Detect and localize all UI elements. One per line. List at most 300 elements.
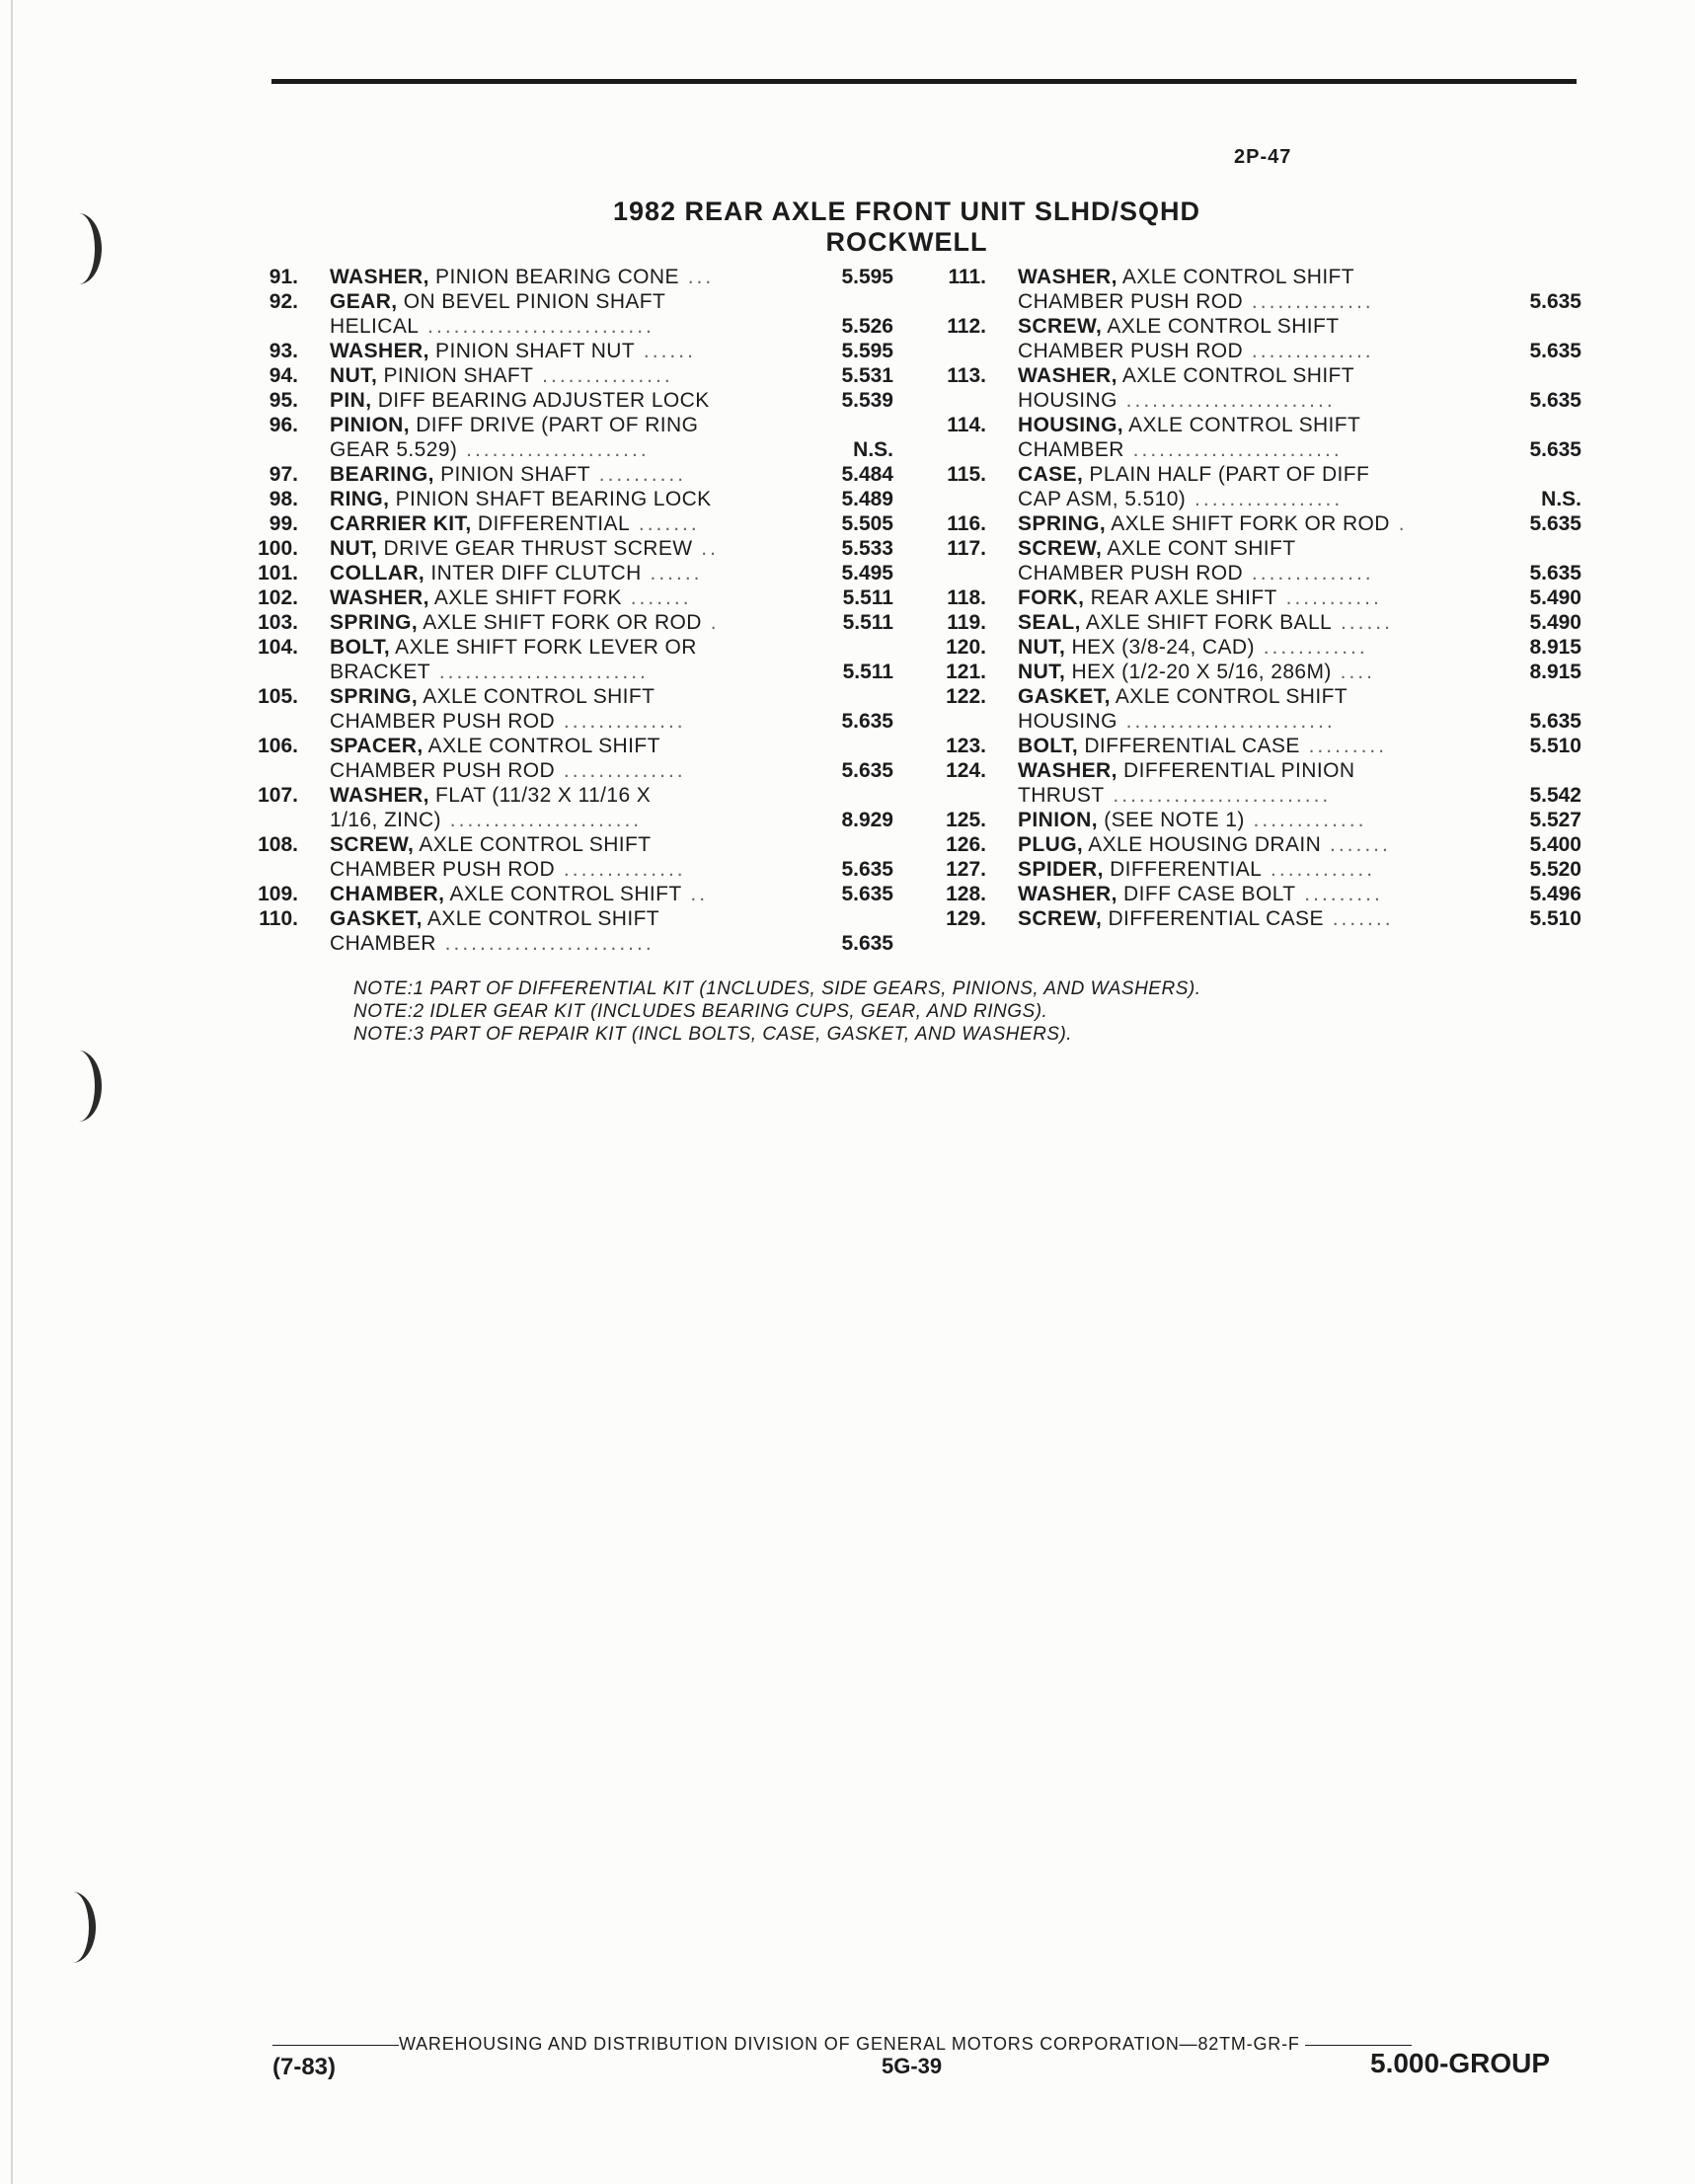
item-name: PINION,	[330, 414, 410, 436]
footer-rule-right	[1305, 2045, 1412, 2046]
item-description	[330, 536, 719, 561]
item-name: WASHER,	[330, 586, 429, 609]
group-number: 5.635	[1529, 710, 1581, 733]
note-2: NOTE:2 IDLER GEAR KIT (INCLUDES BEARING CUPS, GEAR, AND RINGS).	[353, 1001, 1048, 1022]
item-description	[330, 585, 692, 610]
parts-row	[925, 610, 1581, 635]
item-description	[1018, 363, 1354, 388]
item-description	[330, 265, 714, 289]
leader-dots: ............	[1254, 636, 1368, 659]
item-detail: HEX (1/2-20 X 5/16, 286M)	[1065, 661, 1332, 683]
leader-dots: ..........	[589, 463, 687, 486]
item-detail: CHAMBER PUSH ROD	[1018, 340, 1244, 362]
item-name: COLLAR,	[330, 562, 425, 585]
group-number: 5.400	[1529, 833, 1581, 856]
leader-dots: ........................	[435, 932, 655, 955]
group-number: 5.635	[1529, 389, 1581, 412]
leader-dots: .	[1389, 512, 1408, 535]
item-detail: HOUSING	[1018, 389, 1117, 412]
item-name: NUT,	[330, 364, 378, 387]
item-description	[330, 289, 665, 314]
item-name: SCREW,	[1018, 315, 1103, 338]
item-detail: 1/16, ZINC)	[330, 809, 441, 831]
group-number: 5.511	[842, 661, 893, 683]
parts-row	[237, 808, 893, 832]
item-description	[330, 363, 673, 388]
parts-row	[237, 363, 893, 388]
group-number: 5.595	[841, 340, 893, 362]
parts-row	[925, 462, 1581, 487]
leader-dots: ........................	[430, 661, 649, 683]
item-detail: REAR AXLE SHIFT	[1084, 586, 1277, 609]
leader-dots: ..............	[555, 759, 686, 782]
parts-row	[925, 561, 1581, 585]
item-description	[1018, 462, 1369, 487]
parts-row	[925, 314, 1581, 339]
group-number: 5.533	[841, 537, 893, 560]
note-1: NOTE:1 PART OF DIFFERENTIAL KIT (1NCLUDES, SIDE GEARS, PINIONS, AND WASHERS).	[353, 978, 1201, 999]
item-description	[330, 832, 651, 857]
item-detail: BRACKET	[330, 661, 430, 683]
item-name: NUT,	[1018, 661, 1066, 683]
item-description	[330, 487, 712, 511]
leader-dots: ......	[635, 340, 696, 362]
item-description	[1018, 265, 1354, 289]
leader-dots: .......	[630, 512, 700, 535]
item-description	[330, 339, 696, 363]
group-number: 5.489	[841, 488, 893, 510]
item-detail: AXLE SHIFT FORK LEVER OR	[390, 636, 697, 659]
item-description	[330, 684, 655, 709]
item-number: 97.	[269, 463, 298, 486]
leader-dots: ....	[1331, 661, 1375, 683]
item-name: CHAMBER,	[330, 883, 445, 905]
item-detail: DIFFERENTIAL	[471, 512, 631, 535]
group-number: 5.595	[841, 266, 893, 288]
parts-row	[925, 511, 1581, 536]
leader-dots: .	[701, 611, 720, 634]
parts-row	[925, 709, 1581, 734]
parts-row	[237, 857, 893, 882]
item-name: GASKET,	[1018, 685, 1111, 708]
group-number: 5.496	[1529, 883, 1581, 905]
parts-row	[925, 536, 1581, 561]
item-number: 116.	[947, 512, 986, 535]
item-detail: INTER DIFF CLUTCH	[424, 562, 642, 585]
item-description	[330, 437, 650, 462]
group-number: 5.635	[1529, 512, 1581, 535]
group-number: 5.505	[841, 512, 893, 535]
item-name: NUT,	[1018, 636, 1066, 659]
item-detail: DIFF DRIVE (PART OF RING	[409, 414, 699, 436]
note-3: NOTE:3 PART OF REPAIR KIT (INCL BOLTS, CASE, GASKET, AND WASHERS).	[353, 1024, 1073, 1045]
parts-row	[237, 437, 893, 462]
item-description	[330, 462, 686, 487]
item-description	[1018, 413, 1360, 437]
item-detail: ON BEVEL PINION SHAFT	[397, 290, 666, 313]
item-detail: DIFFERENTIAL PINION	[1117, 759, 1355, 782]
item-number: 104.	[258, 636, 298, 659]
item-detail: DIFFERENTIAL CASE	[1102, 907, 1324, 930]
parts-row	[925, 487, 1581, 511]
item-name: CASE,	[1018, 463, 1084, 486]
item-detail: HOUSING	[1018, 710, 1117, 733]
parts-list-left	[237, 265, 893, 956]
item-name: HOUSING,	[1018, 414, 1124, 436]
item-description	[1018, 783, 1331, 808]
item-detail: PINION SHAFT BEARING LOCK	[389, 488, 712, 510]
parts-row	[237, 536, 893, 561]
group-number: 5.635	[841, 710, 893, 733]
item-number: 112.	[947, 315, 986, 338]
parts-row	[925, 684, 1581, 709]
item-description	[1018, 610, 1393, 635]
item-description	[330, 561, 703, 585]
leader-dots: ...............	[533, 364, 673, 387]
leader-dots: ..............	[555, 710, 686, 733]
parts-row	[925, 437, 1581, 462]
item-number: 91.	[269, 266, 298, 288]
binder-hole	[55, 1051, 102, 1122]
parts-row	[925, 783, 1581, 808]
item-detail: AXLE CONTROL SHIFT	[444, 883, 682, 905]
item-number: 105.	[258, 685, 298, 708]
parts-row	[925, 585, 1581, 610]
item-description	[330, 758, 686, 783]
item-name: FORK,	[1018, 586, 1085, 609]
item-description	[1018, 684, 1348, 709]
parts-row	[237, 758, 893, 783]
item-detail: AXLE CONTROL SHIFT	[1123, 414, 1361, 436]
leader-dots: ..	[681, 883, 709, 905]
item-number: 96.	[269, 414, 298, 436]
item-name: SCREW,	[1018, 907, 1103, 930]
leader-dots: ..............	[555, 858, 686, 881]
parts-row	[237, 783, 893, 808]
item-detail: PLAIN HALF (PART OF DIFF	[1083, 463, 1370, 486]
item-description	[1018, 536, 1295, 561]
item-description	[330, 388, 710, 413]
item-name: GEAR,	[330, 290, 398, 313]
item-name: SPIDER,	[1018, 858, 1104, 881]
item-number: 110.	[259, 907, 298, 930]
item-description	[1018, 437, 1343, 462]
item-description	[1018, 511, 1408, 536]
parts-row	[237, 265, 893, 289]
leader-dots: .........	[1299, 735, 1388, 757]
group-number: 5.526	[841, 315, 893, 338]
item-number: 117.	[947, 537, 986, 560]
item-description	[1018, 734, 1387, 758]
item-number: 127.	[946, 858, 986, 881]
item-description	[1018, 388, 1336, 413]
footer-rule-left	[272, 2045, 399, 2046]
item-description	[330, 709, 686, 734]
item-detail: (SEE NOTE 1)	[1097, 809, 1245, 831]
item-detail: HEX (3/8-24, CAD)	[1065, 636, 1255, 659]
item-name: SCREW,	[1018, 537, 1103, 560]
item-description	[330, 413, 698, 437]
leader-dots: ..............	[1243, 290, 1374, 313]
parts-row	[237, 413, 893, 437]
item-description	[1018, 289, 1374, 314]
group-number: 5.635	[1529, 438, 1581, 461]
item-name: PIN,	[330, 389, 372, 412]
item-number: 103.	[258, 611, 298, 634]
parts-list-right	[925, 265, 1581, 931]
parts-row	[237, 635, 893, 660]
parts-row	[925, 388, 1581, 413]
parts-row	[237, 314, 893, 339]
item-name: SEAL,	[1018, 611, 1081, 634]
group-number: 5.542	[1529, 784, 1581, 807]
item-detail: AXLE CONTROL SHIFT	[418, 685, 655, 708]
group-number: 5.635	[841, 932, 893, 955]
item-description	[1018, 314, 1339, 339]
item-description	[330, 610, 720, 635]
parts-row	[925, 289, 1581, 314]
parts-row	[925, 413, 1581, 437]
item-number: 107.	[258, 784, 298, 807]
item-detail: AXLE SHIFT FORK BALL	[1080, 611, 1333, 634]
item-detail: HELICAL	[330, 315, 420, 338]
page-title: 1982 REAR AXLE FRONT UNIT SLHD/SQHD	[612, 196, 1201, 226]
item-detail: DIFF CASE BOLT	[1117, 883, 1296, 905]
group-number: 5.511	[842, 611, 893, 634]
item-detail: AXLE HOUSING DRAIN	[1083, 833, 1322, 856]
group-number: 5.490	[1529, 611, 1581, 634]
group-number: 5.635	[841, 858, 893, 881]
item-number: 98.	[269, 488, 298, 510]
leader-dots: ..	[692, 537, 719, 560]
item-description	[330, 314, 655, 339]
item-number: 94.	[269, 364, 298, 387]
item-name: GASKET,	[330, 907, 423, 930]
group-number: 5.495	[841, 562, 893, 585]
item-name: WASHER,	[1018, 364, 1117, 387]
item-number: 125.	[946, 809, 986, 831]
parts-row	[925, 363, 1581, 388]
parts-row	[925, 882, 1581, 906]
item-number: 109.	[258, 883, 298, 905]
item-description	[330, 734, 660, 758]
item-detail: PINION SHAFT	[377, 364, 534, 387]
parts-row	[925, 265, 1581, 289]
item-name: PLUG,	[1018, 833, 1084, 856]
item-detail: THRUST	[1018, 784, 1105, 807]
item-description	[330, 808, 642, 832]
group-number: 5.635	[1529, 290, 1581, 313]
item-name: SPACER,	[330, 735, 424, 757]
parts-row	[925, 635, 1581, 660]
item-description	[1018, 561, 1374, 585]
item-description	[1018, 857, 1375, 882]
item-detail: CHAMBER PUSH ROD	[1018, 562, 1244, 585]
group-number: 5.635	[1529, 340, 1581, 362]
parts-row	[237, 684, 893, 709]
parts-row	[925, 832, 1581, 857]
item-name: SPRING,	[1018, 512, 1107, 535]
top-rule	[271, 79, 1577, 84]
item-detail: DRIVE GEAR THRUST SCREW	[377, 537, 693, 560]
parts-row	[237, 906, 893, 931]
item-detail: DIFF BEARING ADJUSTER LOCK	[371, 389, 710, 412]
item-description	[1018, 832, 1391, 857]
group-number: 5.531	[841, 364, 893, 387]
parts-row	[237, 487, 893, 511]
item-name: RING,	[330, 488, 390, 510]
item-detail: CHAMBER PUSH ROD	[330, 858, 556, 881]
group-number: 5.510	[1529, 907, 1581, 930]
item-detail: CAP ASM, 5.510)	[1018, 488, 1187, 510]
item-detail: FLAT (11/32 X 11/16 X	[428, 784, 652, 807]
item-name: WASHER,	[330, 340, 429, 362]
leader-dots: .......	[1323, 907, 1394, 930]
parts-row	[925, 339, 1581, 363]
item-number: 121.	[946, 661, 986, 683]
leader-dots: .................	[1186, 488, 1344, 510]
item-name: BEARING,	[330, 463, 434, 486]
item-number: 114.	[947, 414, 986, 436]
group-number: 5.527	[1529, 809, 1581, 831]
item-detail: AXLE CONTROL SHIFT	[1117, 364, 1355, 387]
group-number: 5.484	[841, 463, 893, 486]
item-detail: AXLE SHIFT FORK OR ROD	[418, 611, 702, 634]
leader-dots: ........................	[1123, 438, 1343, 461]
footer-group: 5.000-GROUP	[1370, 2048, 1551, 2078]
leader-dots: ..............	[1243, 340, 1374, 362]
parts-row	[925, 857, 1581, 882]
group-number: 5.635	[841, 759, 893, 782]
item-description	[1018, 585, 1382, 610]
page-subtitle: ROCKWELL	[825, 227, 988, 257]
footer-page-number: 5G-39	[882, 2054, 943, 2078]
item-number: 106.	[258, 735, 298, 757]
parts-row	[237, 462, 893, 487]
item-description	[1018, 487, 1343, 511]
item-detail: AXLE CONTROL SHIFT	[1110, 685, 1348, 708]
item-number: 124.	[946, 759, 986, 782]
item-description	[1018, 906, 1394, 931]
footer-publisher: WAREHOUSING AND DISTRIBUTION DIVISION OF GENERAL MOTORS CORPORATION—82TM-GR-F	[399, 2034, 1300, 2054]
item-number: 95.	[269, 389, 298, 412]
item-name: SPRING,	[330, 611, 419, 634]
item-number: 126.	[946, 833, 986, 856]
leader-dots: ...	[678, 266, 715, 288]
item-detail: PINION SHAFT	[433, 463, 590, 486]
item-description	[330, 660, 649, 684]
parts-row	[237, 289, 893, 314]
item-name: SPRING,	[330, 685, 419, 708]
item-description	[1018, 635, 1368, 660]
item-name: SCREW,	[330, 833, 415, 856]
item-name: BOLT,	[330, 636, 391, 659]
leader-dots: .......	[1321, 833, 1391, 856]
leader-dots: ........................	[1117, 389, 1336, 412]
parts-row	[237, 734, 893, 758]
item-number: 115.	[947, 463, 986, 486]
item-name: WASHER,	[1018, 759, 1117, 782]
parts-row	[237, 610, 893, 635]
group-number: 5.490	[1529, 586, 1581, 609]
leader-dots: ..............	[1243, 562, 1374, 585]
item-number: 99.	[269, 512, 298, 535]
leader-dots: ........................	[1117, 710, 1336, 733]
item-detail: PINION BEARING CONE	[428, 266, 679, 288]
leader-dots: ..........................	[419, 315, 655, 338]
item-description	[330, 857, 686, 882]
leader-dots: .........	[1295, 883, 1383, 905]
parts-row	[925, 660, 1581, 684]
item-name: WASHER,	[330, 266, 429, 288]
item-detail: AXLE CONT SHIFT	[1102, 537, 1296, 560]
group-number: 8.929	[841, 809, 893, 831]
item-name: WASHER,	[1018, 883, 1117, 905]
parts-row	[925, 906, 1581, 931]
item-name: CARRIER KIT,	[330, 512, 472, 535]
item-number: 122.	[946, 685, 986, 708]
parts-row	[237, 585, 893, 610]
item-description	[1018, 808, 1366, 832]
item-number: 93.	[269, 340, 298, 362]
parts-row	[237, 339, 893, 363]
item-detail: AXLE CONTROL SHIFT	[422, 907, 660, 930]
leader-dots: ......................	[440, 809, 643, 831]
parts-row	[925, 808, 1581, 832]
item-number: 120.	[946, 636, 986, 659]
page-code: 2P-47	[1234, 146, 1292, 168]
item-detail: AXLE CONTROL SHIFT	[1117, 266, 1355, 288]
group-number: 5.510	[1529, 735, 1581, 757]
page-edge	[11, 0, 13, 2184]
leader-dots: .......	[621, 586, 692, 609]
leader-dots: ......	[1332, 611, 1393, 634]
group-number: 5.520	[1529, 858, 1581, 881]
item-name: WASHER,	[330, 784, 429, 807]
parts-row	[237, 660, 893, 684]
footer-date: (7-83)	[272, 2054, 337, 2080]
item-number: 108.	[258, 833, 298, 856]
group-number: N.S.	[1541, 488, 1581, 510]
binder-hole	[49, 1892, 96, 1963]
group-number: 5.539	[841, 389, 893, 412]
item-number: 100.	[258, 537, 298, 560]
item-description	[330, 882, 708, 906]
item-detail: AXLE SHIFT FORK OR ROD	[1106, 512, 1390, 535]
item-number: 111.	[948, 266, 986, 288]
item-name: WASHER,	[1018, 266, 1117, 288]
item-number: 102.	[258, 586, 298, 609]
item-number: 123.	[946, 735, 986, 757]
item-detail: AXLE CONTROL SHIFT	[423, 735, 660, 757]
item-number: 113.	[947, 364, 986, 387]
group-number: 8.915	[1529, 636, 1581, 659]
item-name: PINION,	[1018, 809, 1098, 831]
item-detail: CHAMBER PUSH ROD	[330, 759, 556, 782]
item-detail: CHAMBER PUSH ROD	[1018, 290, 1244, 313]
item-detail: AXLE CONTROL SHIFT	[1102, 315, 1340, 338]
parts-row	[237, 388, 893, 413]
leader-dots: ......	[641, 562, 703, 585]
parts-row	[925, 734, 1581, 758]
item-detail: AXLE CONTROL SHIFT	[414, 833, 652, 856]
leader-dots: ...........	[1276, 586, 1382, 609]
item-detail: AXLE SHIFT FORK	[428, 586, 622, 609]
item-name: BOLT,	[1018, 735, 1079, 757]
item-number: 128.	[946, 883, 986, 905]
item-description	[330, 906, 659, 931]
item-detail: CHAMBER PUSH ROD	[330, 710, 556, 733]
